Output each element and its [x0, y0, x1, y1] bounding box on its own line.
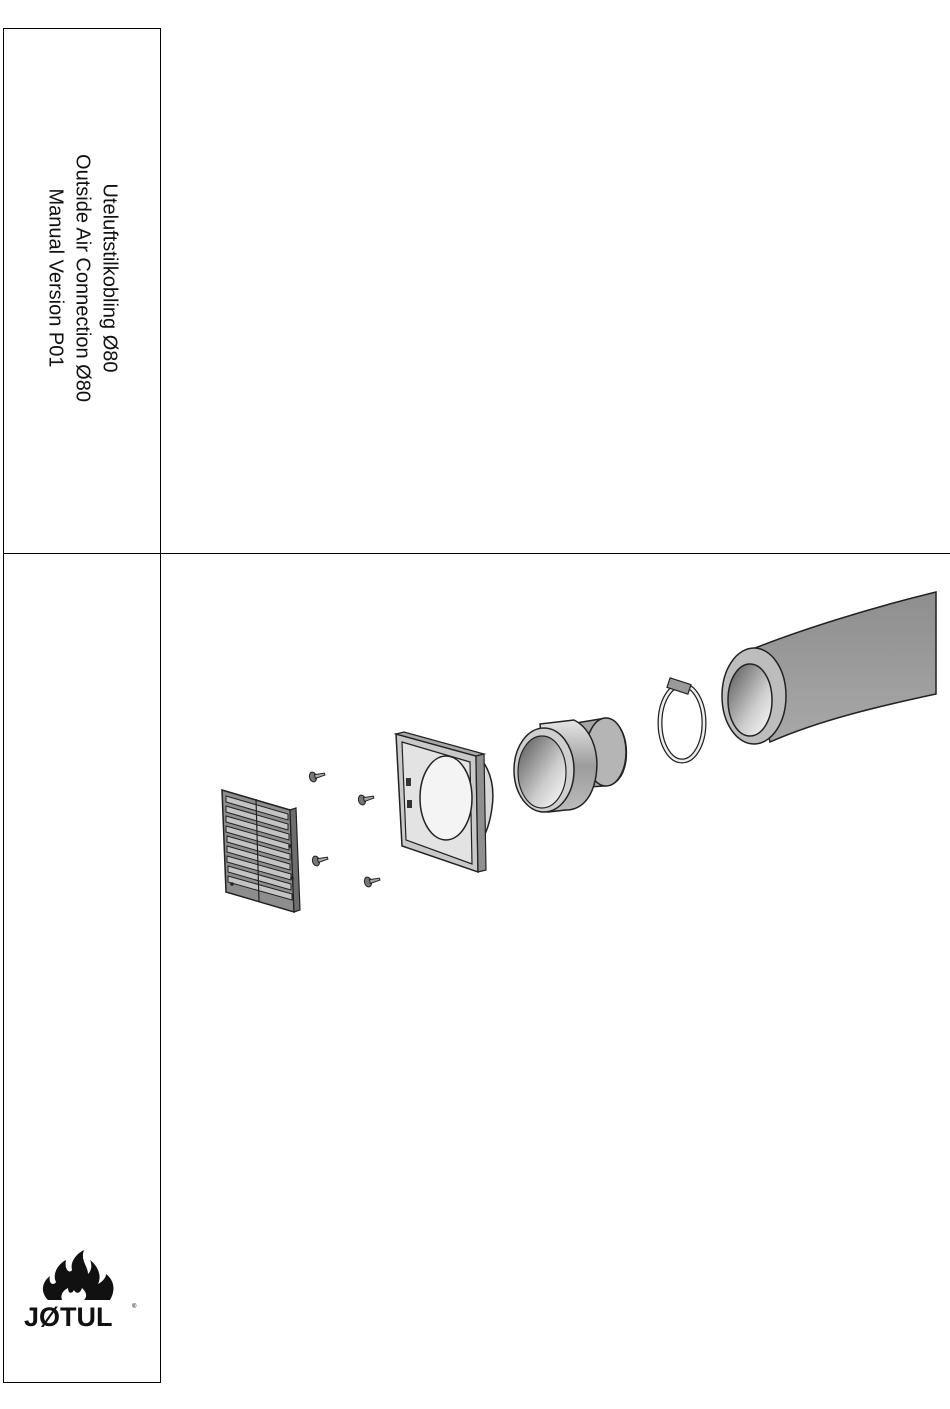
screws: [308, 769, 380, 887]
title-line-english: Outside Air Connection Ø80: [71, 154, 94, 402]
frame-bottom-border: [3, 1382, 161, 1383]
hose-clamp: [660, 678, 704, 761]
frame-column-divider: [160, 28, 161, 1383]
title-line-norwegian: Uteluftstilkobling Ø80: [98, 183, 121, 373]
title-line-version: Manual Version P01: [44, 188, 67, 368]
wall-plate: [396, 732, 493, 872]
registered-mark: ®: [132, 1304, 137, 1310]
logo-wordmark: JØTUL: [24, 1302, 113, 1332]
flame-icon: [22, 1248, 142, 1304]
document-title: [42, 154, 123, 402]
jotul-logo: [22, 1248, 142, 1338]
exploded-view-illustration: [200, 580, 945, 920]
title-block: [4, 28, 160, 554]
reducer: [514, 718, 626, 812]
flexible-duct: [722, 592, 936, 744]
grille: [222, 790, 300, 912]
